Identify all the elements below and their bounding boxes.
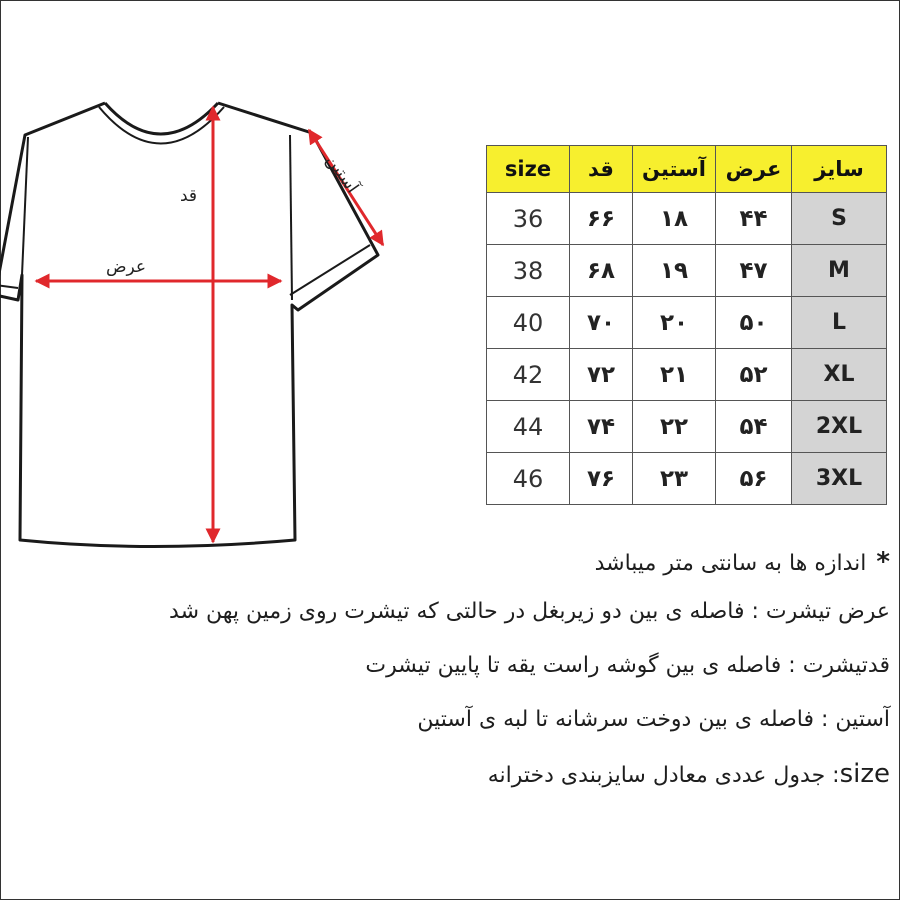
table-row [487,401,887,453]
cell-width: ۵۶ [716,453,792,505]
header-height: قد [570,146,633,193]
cell-width: ۴۴ [716,193,792,245]
cell-size-cm: 40 [487,297,570,349]
cell-size-name: 2XL [792,401,887,453]
table-row [487,245,887,297]
header-size-name: سایز [792,146,887,193]
table-row [487,349,887,401]
note-units [0,540,890,590]
header-size-cm: size [487,146,570,193]
header-width: عرض [716,146,792,193]
cell-size-cm: 46 [487,453,570,505]
cell-size-name: L [792,297,887,349]
cell-width: ۵۴ [716,401,792,453]
cell-height: ۶۶ [570,193,633,245]
width-label: عرض [106,257,147,277]
cell-size-name: M [792,245,887,297]
sleeve-label: آستین [321,151,363,198]
note-size-term: size [839,759,890,789]
cell-height: ۷۶ [570,453,633,505]
cell-sleeve: ۱۸ [633,193,716,245]
note-units-text: اندازه ها به سانتی متر میباشد [594,551,867,576]
cell-size-cm: 38 [487,245,570,297]
cell-width: ۵۲ [716,349,792,401]
note-width: عرض تیشرت : فاصله ی بین دو زیربغل در حالتی که تیشرت روی زمین پهن شد [169,599,890,624]
note-size [0,752,890,806]
height-label: قد [180,186,198,206]
cell-size-cm: 36 [487,193,570,245]
cell-width: ۴۷ [716,245,792,297]
table-row [487,297,887,349]
cell-height: ۷۴ [570,401,633,453]
cell-size-cm: 44 [487,401,570,453]
cell-height: ۶۸ [570,245,633,297]
note-sleeve: آستین : فاصله ی بین دوخت سرشانه تا لبه ی آستین [417,707,890,732]
cell-sleeve: ۲۲ [633,401,716,453]
cell-width: ۵۰ [716,297,792,349]
size-table [486,145,887,505]
cell-height: ۷۲ [570,349,633,401]
cell-size-name: S [792,193,887,245]
note-height: قدتیشرت : فاصله ی بین گوشه راست یقه تا پایین تیشرت [365,653,890,678]
asterisk-icon: * [876,547,890,577]
notes-section [0,540,890,806]
note-size-text: : جدول عددی معادل سایزبندی دخترانه [487,763,840,788]
cell-sleeve: ۲۱ [633,349,716,401]
tshirt-diagram [0,95,400,560]
cell-size-name: XL [792,349,887,401]
table-header-row [487,146,887,193]
table-row [487,453,887,505]
table-row [487,193,887,245]
cell-size-cm: 42 [487,349,570,401]
cell-size-name: 3XL [792,453,887,505]
cell-sleeve: ۱۹ [633,245,716,297]
cell-sleeve: ۲۳ [633,453,716,505]
header-sleeve: آستین [633,146,716,193]
cell-height: ۷۰ [570,297,633,349]
cell-sleeve: ۲۰ [633,297,716,349]
